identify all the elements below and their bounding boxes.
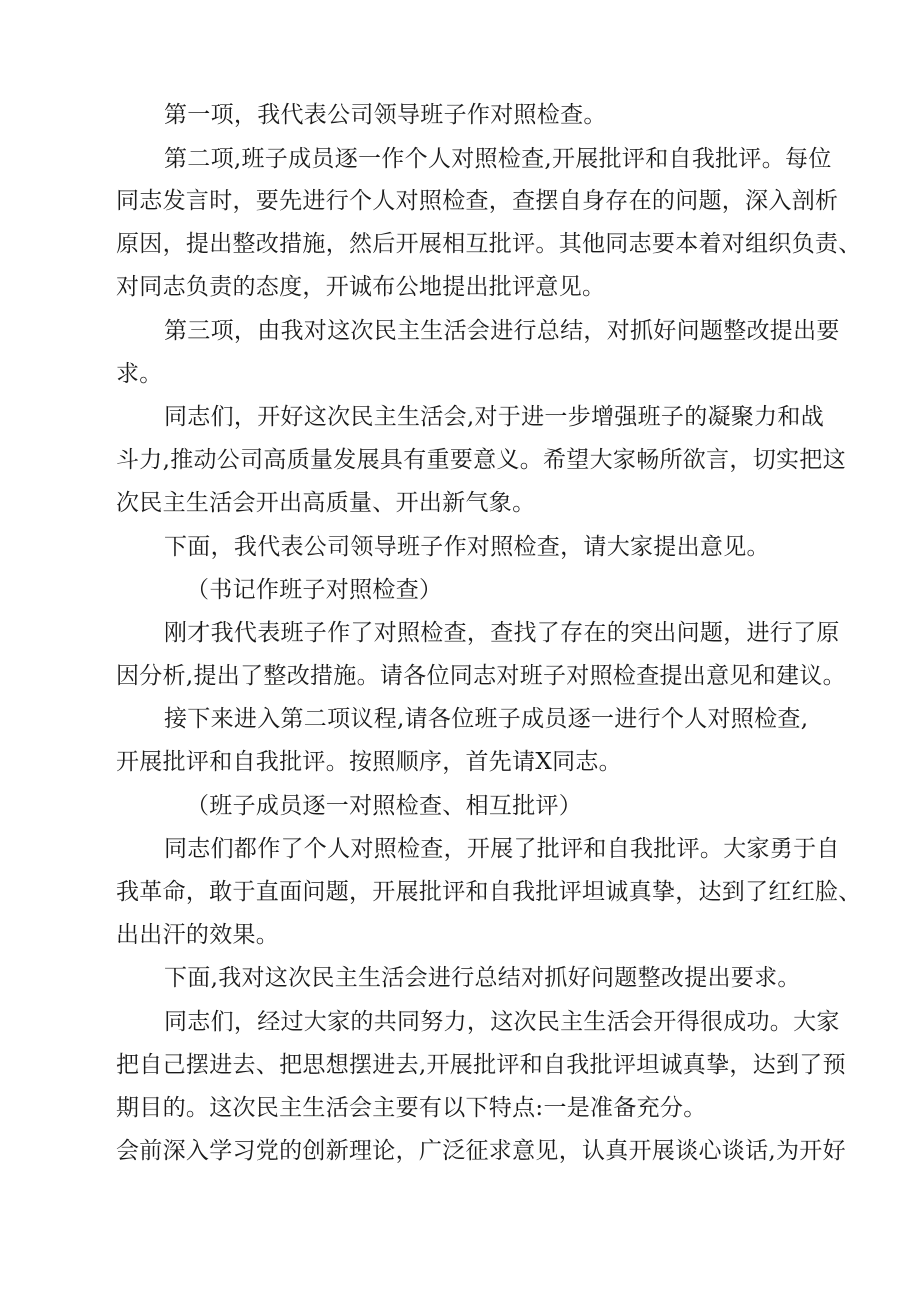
text-line: 次民主生活会开出高质量、开出新气象。 xyxy=(116,490,536,516)
text-line: 下面，我代表公司领导班子作对照检查，请大家提出意见。 xyxy=(164,534,770,560)
text-line: 下面,我对这次民主生活会进行总结对抓好问题整改提出要求。 xyxy=(164,965,801,991)
text-line: 同志们都作了个人对照检查，开展了批评和自我批评。大家勇于自 xyxy=(164,836,840,862)
text-line: 第三项，由我对这次民主生活会进行总结，对抓好问题整改提出要 xyxy=(164,318,840,344)
text-line: 斗力,推动公司高质量发展具有重要意义。希望大家畅所欲言，切实把这 xyxy=(116,447,846,473)
text-line: 开展批评和自我批评。按照顺序，首先请X同志。 xyxy=(116,749,622,775)
text-line: 对同志负责的态度，开诚布公地提出批评意见。 xyxy=(116,274,606,300)
text-line: 出出汗的效果。 xyxy=(116,922,280,948)
text-line: （班子成员逐一对照检查、相互批评） xyxy=(186,793,583,819)
text-line: 原因，提出整改措施，然后开展相互批评。其他同志要本着对组织负责、 xyxy=(116,231,862,257)
text-line: 同志们，开好这次民主生活会,对于进一步增强班子的凝聚力和战 xyxy=(164,404,825,430)
text-line: （书记作班子对照检查） xyxy=(186,577,443,603)
text-line: 我革命，敢于直面问题，开展批评和自我批评坦诚真挚，达到了红红脸、 xyxy=(116,879,862,905)
text-line: 同志们，经过大家的共同努力，这次民主生活会开得很成功。大家 xyxy=(164,1009,840,1035)
text-line: 第一项，我代表公司领导班子作对照检查。 xyxy=(164,102,607,128)
text-line: 把自己摆进去、把思想摆进去,开展批评和自我批评坦诚真挚，达到了预 xyxy=(116,1052,846,1078)
text-line: 第二项,班子成员逐一作个人对照检查,开展批评和自我批评。每位 xyxy=(164,146,832,172)
text-line: 会前深入学习党的创新理论，广泛征求意见，认真开展谈心谈话,为开好 xyxy=(116,1138,846,1164)
text-line: 刚才我代表班子作了对照检查，查找了存在的突出问题，进行了原 xyxy=(164,620,840,646)
text-line: 因分析,提出了整改措施。请各位同志对班子对照检查提出意见和建议。 xyxy=(116,663,846,689)
text-line: 求。 xyxy=(116,361,163,387)
text-line: 接下来进入第二项议程,请各位班子成员逐一进行个人对照检查, xyxy=(164,706,809,732)
text-line: 期目的。这次民主生活会主要有以下特点:一是准备充分。 xyxy=(116,1095,707,1121)
text-line: 同志发言时，要先进行个人对照检查，查摆自身存在的问题，深入剖析 xyxy=(116,188,839,214)
